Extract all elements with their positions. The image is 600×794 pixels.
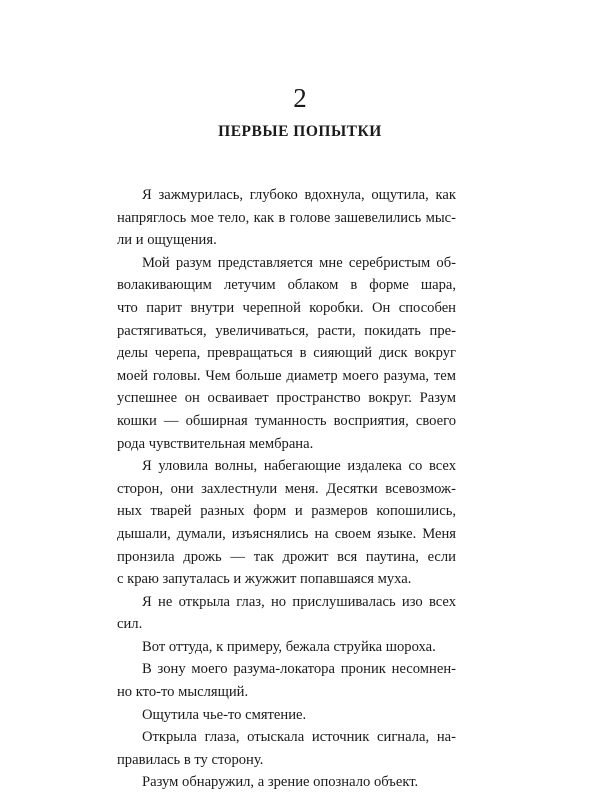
text-line: но кто-то мыслящий.: [117, 684, 249, 701]
text-line: что парит внутри черепной коробки. Он способен: [117, 299, 456, 316]
text-line: Вот оттуда, к примеру, бежала струйка шороха.: [142, 638, 436, 655]
text-line: Я зажмурилась, глубоко вдохнула, ощутила, как: [142, 187, 456, 203]
text-line: В зону моего разума-локатора проник несомнен-: [142, 661, 456, 678]
text-line: с краю запуталась и жужжит попавшаяся муха.: [117, 571, 412, 588]
paragraph: [117, 252, 456, 455]
paragraph: [117, 704, 456, 727]
paragraph: [117, 455, 456, 591]
paragraph: [117, 726, 456, 771]
text-line: сторон, они захлестнули меня. Десятки всевозмож-: [117, 480, 456, 497]
paragraph: [117, 636, 456, 659]
text-line: делы черепа, превращаться в сияющий диск вокруг: [117, 345, 456, 362]
text-line: ли и ощущения.: [117, 232, 217, 249]
chapter-title: ПЕРВЫЕ ПОПЫТКИ: [218, 123, 382, 140]
text-line: ных тварей разных форм и размеров копошились,: [117, 503, 456, 520]
paragraph: [117, 658, 456, 703]
text-line: пронзила дрожь — так дрожит вся паутина, если: [117, 548, 456, 565]
text-line: кошки — обширная туманность восприятия, своего: [117, 412, 456, 429]
paragraph: [117, 771, 456, 794]
paragraph: [117, 591, 456, 636]
chapter-number: 2: [293, 83, 307, 113]
text-line: напряглось мое тело, как в голове зашевелились мыс-: [117, 209, 456, 226]
chapter-body: [117, 184, 456, 794]
text-line: Разум обнаружил, а зрение опознало объект.: [142, 774, 419, 791]
text-line: успешнее он осваивает пространство вокруг. Разум: [117, 390, 456, 407]
paragraph: [117, 184, 456, 252]
text-line: рода чувствительная мембрана.: [117, 435, 314, 452]
text-line: дышали, думали, изъяснялись на своем языке. Меня: [117, 525, 456, 542]
text-line: Мой разум представляется мне серебристым об-: [142, 254, 456, 271]
text-line: сил.: [117, 616, 143, 633]
text-line: Я не открыла глаз, но прислушивалась изо всех: [142, 593, 456, 610]
text-line: растягиваться, увеличиваться, расти, покидать пре-: [117, 322, 456, 339]
text-line: правилась в ту сторону.: [117, 751, 264, 768]
text-line: волакивающим летучим облаком в форме шара,: [117, 277, 456, 294]
text-line: Открыла глаза, отыскала источник сигнала, на-: [142, 729, 456, 746]
text-line: Я уловила волны, набегающие издалека со всех: [142, 458, 456, 475]
text-line: Ощутила чье-то смятение.: [142, 706, 307, 723]
text-line: моей головы. Чем больше диаметр моего разума, тем: [117, 367, 456, 384]
